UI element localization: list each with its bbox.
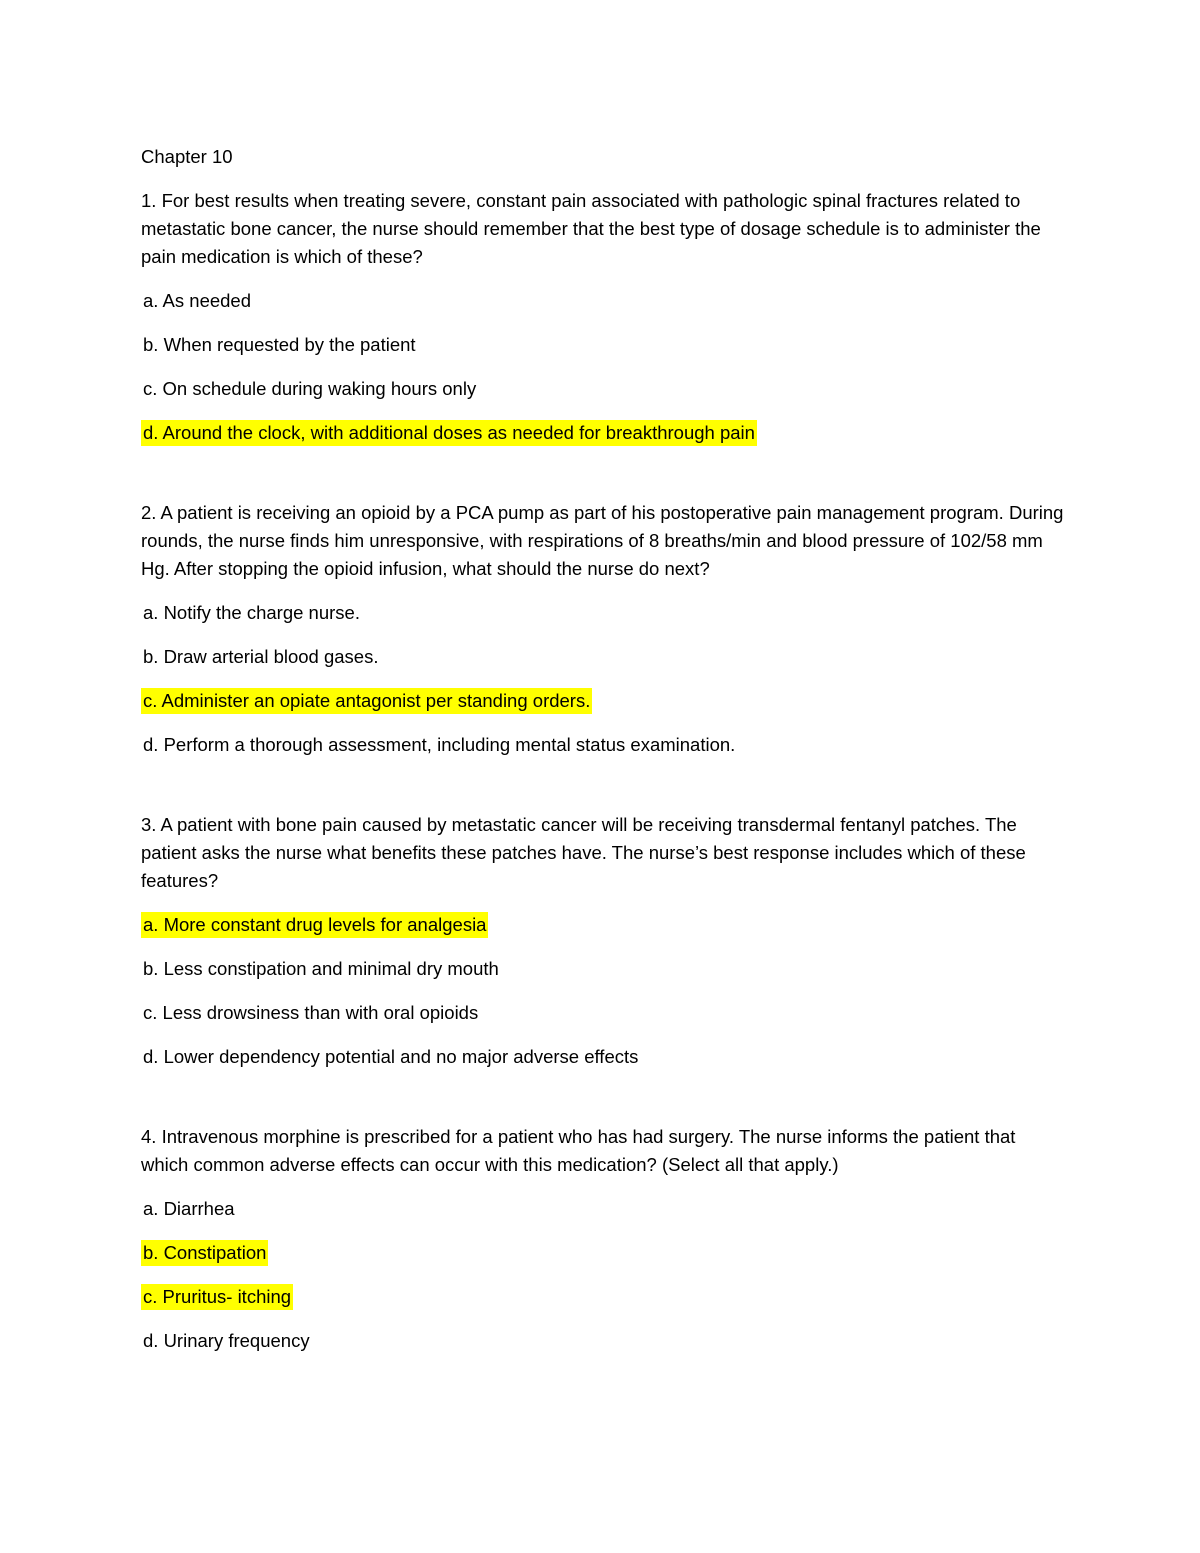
option-text: d. Perform a thorough assessment, including mental status examination.: [143, 734, 736, 755]
option-text: c. Pruritus- itching: [141, 1284, 293, 1310]
answer-option-highlighted: [141, 1239, 1066, 1267]
answer-option-highlighted: [141, 1283, 1066, 1311]
answer-option: [141, 599, 1066, 627]
answer-option: [141, 331, 1066, 359]
question-stem: 4. Intravenous morphine is prescribed for a patient who has had surgery. The nurse informs the patient that which common adverse effects can occur with this medication? (Select all that apply.): [141, 1126, 1016, 1175]
question-4: [141, 1123, 1066, 1355]
answer-option-highlighted: [141, 911, 1066, 939]
answer-option: [141, 643, 1066, 671]
option-text: c. On schedule during waking hours only: [143, 378, 477, 399]
document-content: [141, 143, 1066, 1407]
answer-option: [141, 1043, 1066, 1071]
question-1: [141, 187, 1066, 447]
option-text: b. Constipation: [141, 1240, 268, 1266]
question-2: [141, 499, 1066, 759]
question-3: [141, 811, 1066, 1071]
option-text: a. As needed: [143, 290, 252, 311]
option-text: a. Diarrhea: [143, 1198, 235, 1219]
question-stem: 3. A patient with bone pain caused by metastatic cancer will be receiving transdermal fentanyl patches. The patient asks the nurse what benefits these patches have. The nurse’s best response includes which of these features?: [141, 814, 1026, 891]
answer-option: [141, 1327, 1066, 1355]
question-stem: 2. A patient is receiving an opioid by a PCA pump as part of his postoperative pain management program. During rounds, the nurse finds him unresponsive, with respirations of 8 breaths/min and blood pressure of 102/58 mm Hg. After stopping the opioid infusion, what should the nurse do next?: [141, 502, 1064, 579]
option-text: b. Draw arterial blood gases.: [143, 646, 379, 667]
option-text: d. Lower dependency potential and no major adverse effects: [143, 1046, 639, 1067]
option-text: d. Around the clock, with additional doses as needed for breakthrough pain: [141, 420, 757, 446]
option-text: d. Urinary frequency: [143, 1330, 310, 1351]
question-stem: 1. For best results when treating severe, constant pain associated with pathologic spinal fractures related to metastatic bone cancer, the nurse should remember that the best type of dosage schedule is to administer the pain medication is which of these?: [141, 190, 1041, 267]
option-text: a. More constant drug levels for analgesia: [141, 912, 488, 938]
option-text: b. When requested by the patient: [143, 334, 416, 355]
option-text: b. Less constipation and minimal dry mouth: [143, 958, 499, 979]
answer-option: [141, 999, 1066, 1027]
answer-option-highlighted: [141, 687, 1066, 715]
answer-option-highlighted: [141, 419, 1066, 447]
answer-option: [141, 1195, 1066, 1223]
answer-option: [141, 731, 1066, 759]
answer-option: [141, 287, 1066, 315]
answer-option: [141, 375, 1066, 403]
answer-option: [141, 955, 1066, 983]
chapter-title: Chapter 10: [141, 146, 233, 167]
option-text: c. Less drowsiness than with oral opioids: [143, 1002, 479, 1023]
option-text: a. Notify the charge nurse.: [143, 602, 360, 623]
option-text: c. Administer an opiate antagonist per standing orders.: [141, 688, 592, 714]
